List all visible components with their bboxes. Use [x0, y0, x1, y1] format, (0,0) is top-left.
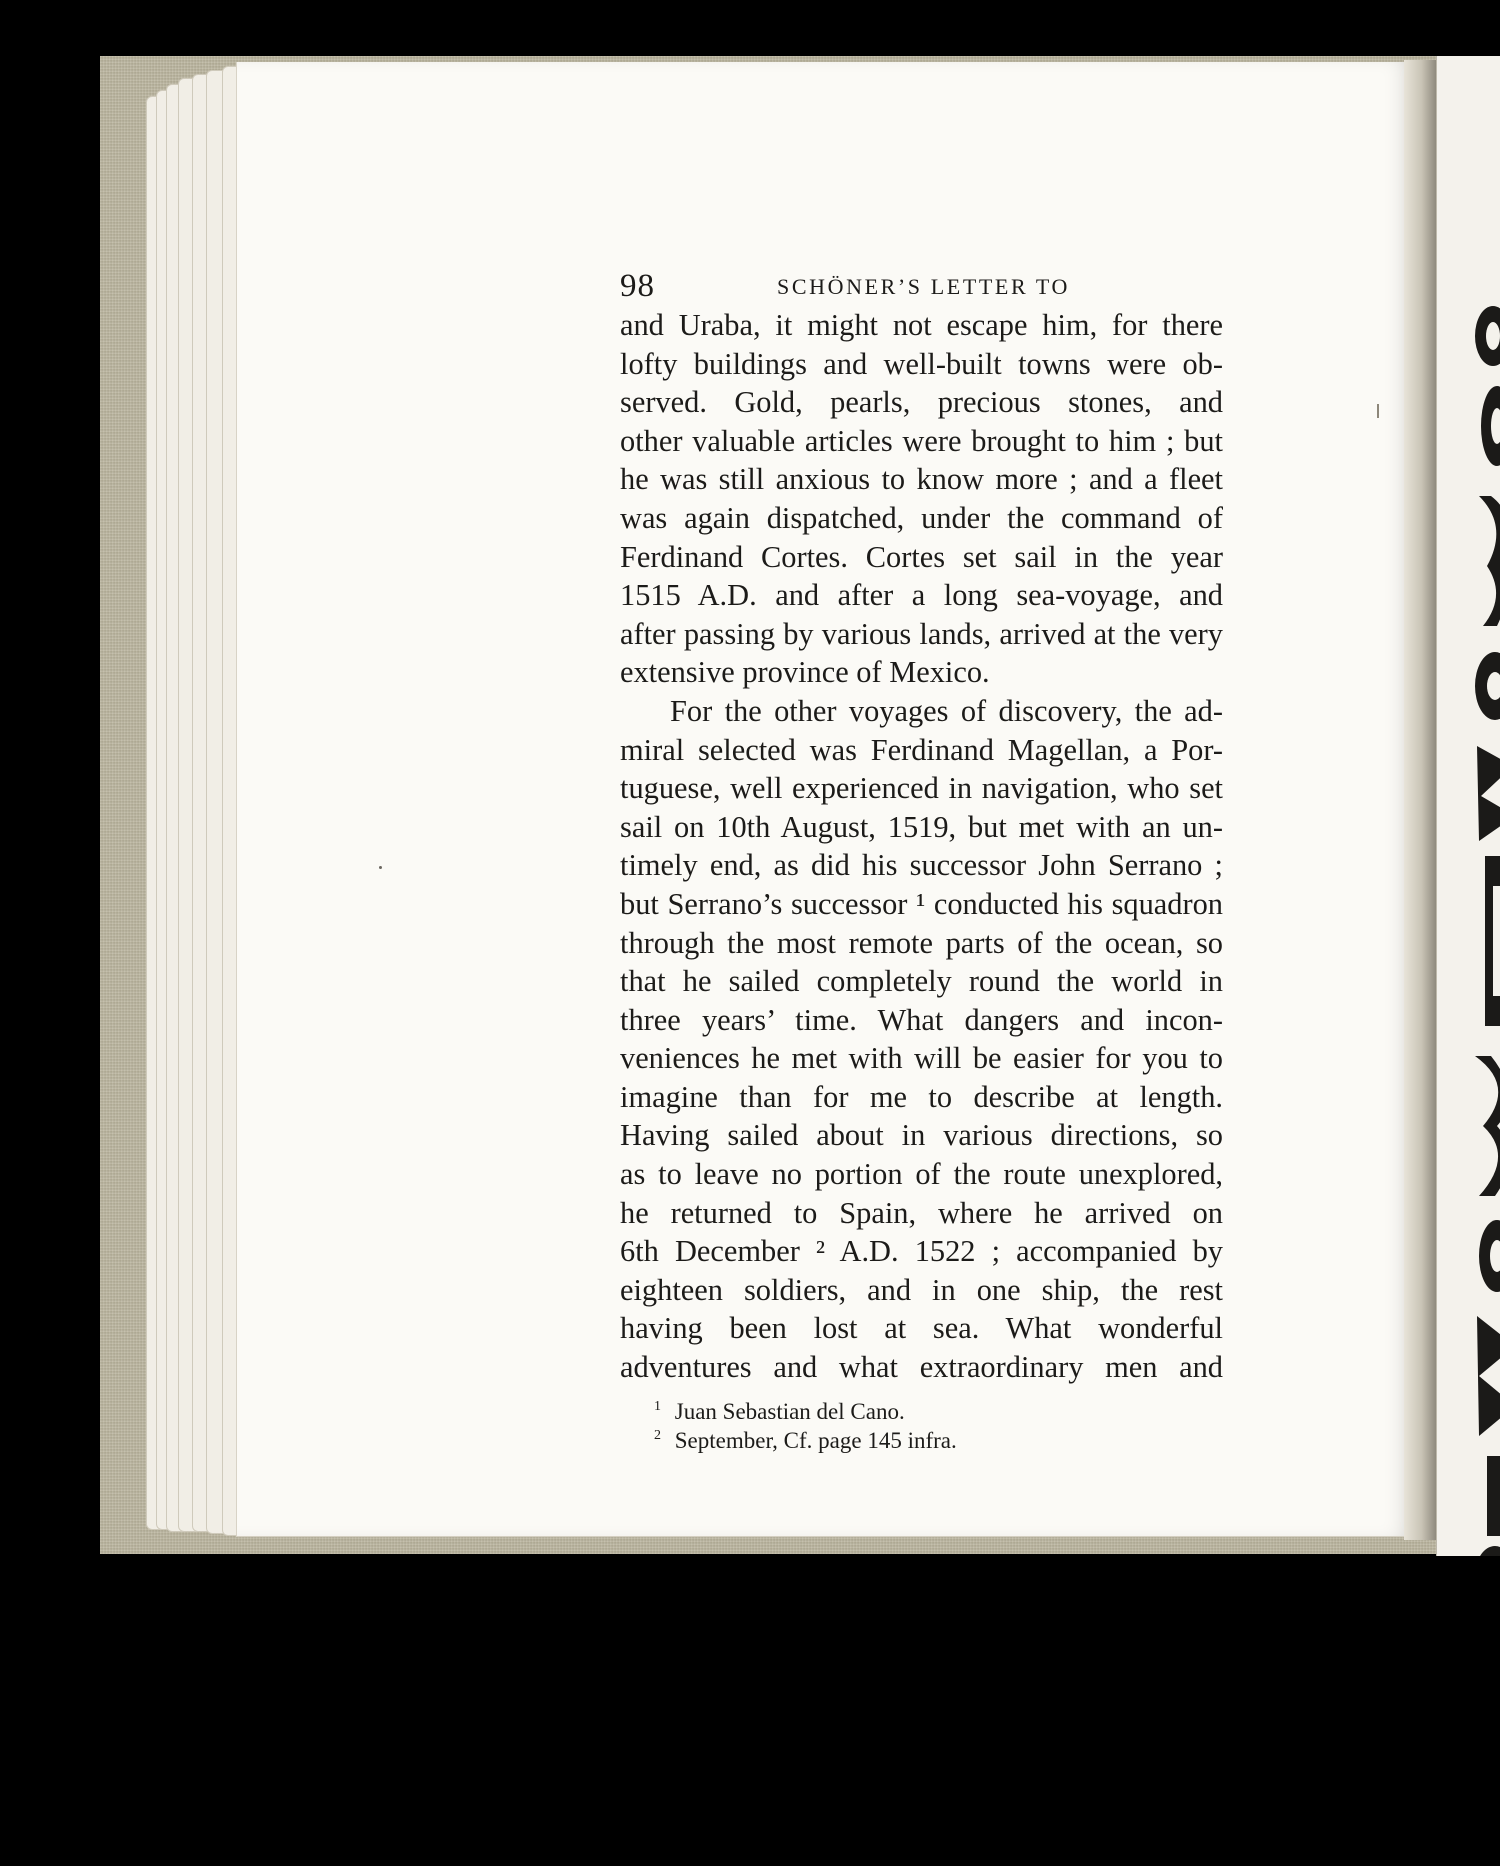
text-line: adventures and what extraordinary men and [620, 1350, 1223, 1385]
text-line: veniences he met with will be easier for you to [620, 1041, 1223, 1076]
text-line: three years’ time. What dangers and incon- [620, 1002, 1223, 1037]
footnote-text: Juan Sebastian del Cano. [674, 1398, 905, 1424]
text-line: through the most remote parts of the ocean, so [620, 925, 1223, 960]
text-line: and Uraba, it might not escape him, for there [620, 308, 1223, 342]
paragraph [620, 306, 1223, 692]
footnote [654, 1397, 1223, 1426]
margin-dot [379, 866, 382, 869]
text-line: other valuable articles were brought to him ; but [620, 423, 1223, 458]
text-line: extensive province of Mexico. [620, 655, 990, 690]
text-line: miral selected was Ferdinand Magellan, a Por- [620, 732, 1223, 767]
facing-page-edge [1436, 56, 1500, 1556]
text-line: 1515 A.D. and after a long sea-voyage, and [620, 578, 1223, 613]
text-line: For the other voyages of discovery, the ad- [670, 693, 1223, 728]
footnote-mark: 1 [654, 1398, 661, 1414]
page-number: 98 [620, 268, 655, 304]
footnote [654, 1426, 1223, 1455]
running-title: SCHÖNER’S LETTER TO [777, 274, 1071, 299]
text-line: after passing by various lands, arrived at the very [620, 616, 1223, 651]
paragraph [620, 692, 1223, 1387]
footnote-text: September, Cf. page 145 infra. [674, 1427, 957, 1453]
text-line: having been lost at sea. What wonderful [620, 1311, 1223, 1346]
text-line: lofty buildings and well-built towns were ob- [620, 346, 1223, 381]
book-gutter [1404, 60, 1436, 1540]
text-line: tuguese, well experienced in navigation, who set [620, 771, 1223, 806]
text-line: 6th December ² A.D. 1522 ; accompanied by [620, 1234, 1223, 1269]
text-line: as to leave no portion of the route unexplored, [620, 1157, 1223, 1192]
text-line: he was still anxious to know more ; and a fleet [620, 462, 1223, 497]
text-line: Having sailed about in various directions, so [620, 1118, 1223, 1153]
running-head [620, 268, 1223, 304]
text-line: was again dispatched, under the command of [620, 500, 1223, 535]
text-line: eighteen soldiers, and in one ship, the rest [620, 1272, 1223, 1307]
footnote-mark: 2 [654, 1427, 661, 1443]
text-line: he returned to Spain, where he arrived on [620, 1195, 1223, 1230]
text-line: sail on 10th August, 1519, but met with an un- [620, 809, 1223, 844]
text-line: but Serrano’s successor ¹ conducted his squadron [620, 886, 1223, 921]
text-line: that he sailed completely round the world in [620, 964, 1223, 999]
text-line: Ferdinand Cortes. Cortes set sail in the year [620, 539, 1223, 574]
text-line: timely end, as did his successor John Serrano ; [620, 848, 1223, 883]
margin-mark [1377, 404, 1379, 418]
ornament-border-icon [1457, 296, 1500, 1556]
text-line: imagine than for me to describe at length. [620, 1079, 1223, 1114]
text-block [620, 268, 1223, 1455]
text-line: served. Gold, pearls, precious stones, and [620, 385, 1223, 420]
footnotes [620, 1397, 1223, 1455]
